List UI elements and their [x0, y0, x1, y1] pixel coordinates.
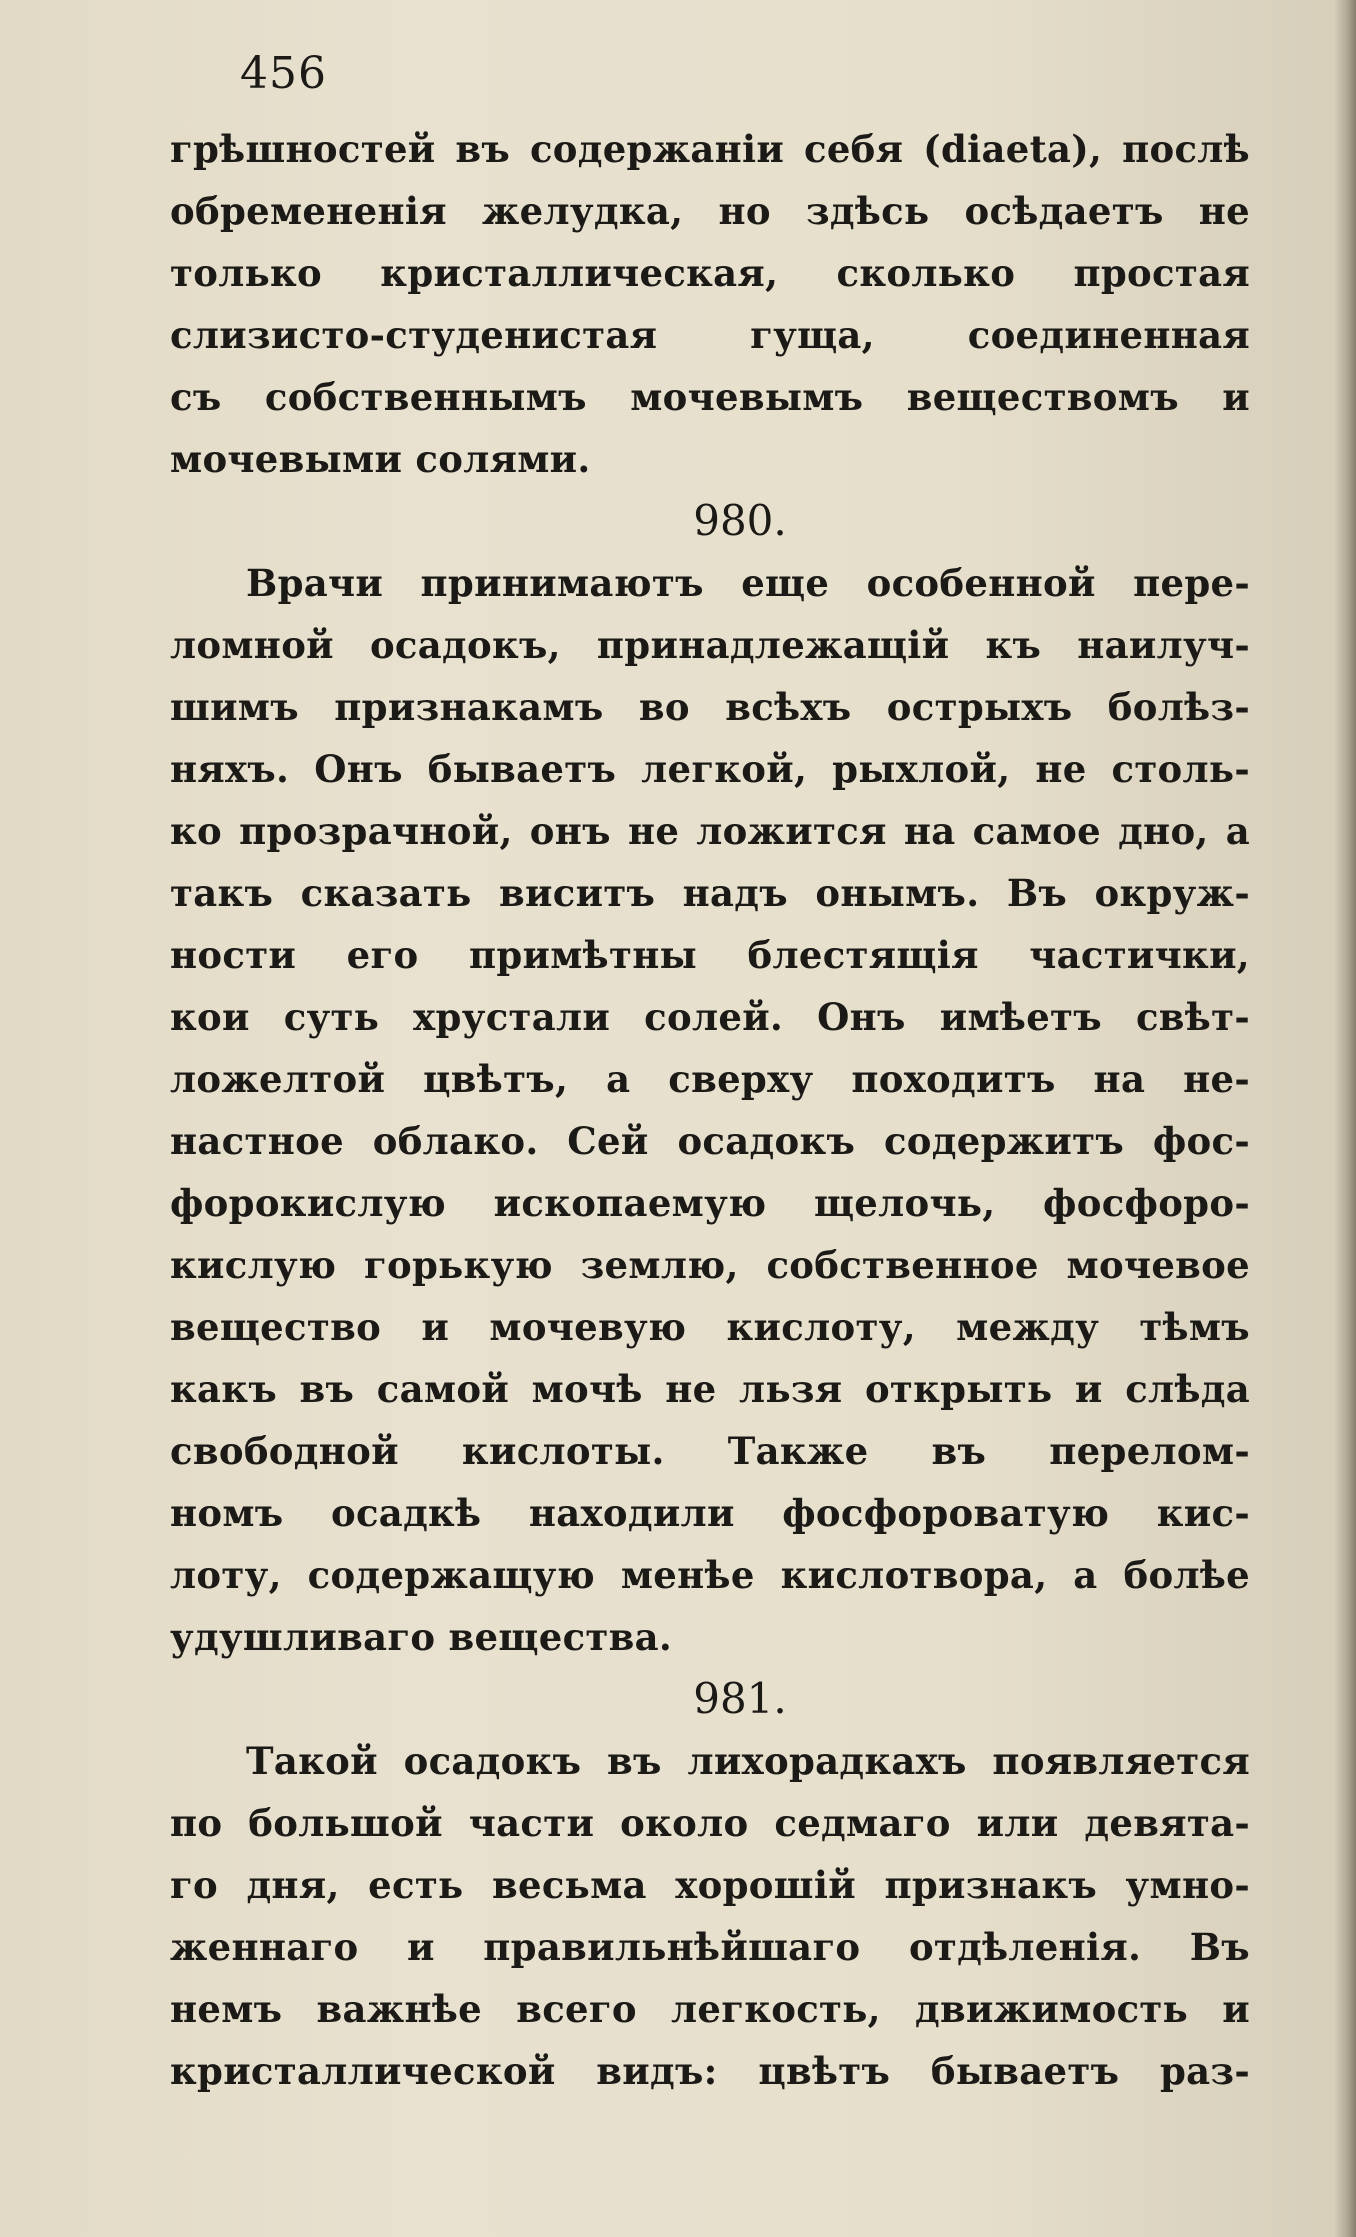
text-line: грѣшностей въ содержаніи себя (diaeta), послѣ — [170, 127, 1250, 171]
text-line: съ собственнымъ мочевымъ веществомъ и — [170, 375, 1250, 419]
section-number: 980. — [693, 496, 787, 545]
section-number: 981. — [693, 1674, 787, 1723]
text-line: мочевыми солями. — [170, 437, 591, 481]
text-line: номъ осадкѣ находили фосфороватую кис- — [170, 1491, 1250, 1535]
text-line: кислую горькую землю, собственное мочевое — [170, 1243, 1250, 1287]
text-line: няхъ. Онъ бываетъ легкой, рыхлой, не столь- — [170, 747, 1250, 791]
text-block — [170, 118, 1250, 2102]
text-line: кои суть хрустали солей. Онъ имѣетъ свѣт- — [170, 995, 1250, 1039]
text-line: ко прозрачной, онъ не ложится на самое дно, а — [170, 809, 1250, 853]
text-line: какъ въ самой мочѣ не льзя открыть и слѣда — [170, 1367, 1250, 1411]
text-line: свободной кислоты. Также въ перелом- — [170, 1429, 1250, 1473]
text-line: обремененія желудка, но здѣсь осѣдаетъ не — [170, 189, 1250, 233]
text-line: настное облако. Сей осадокъ содержитъ фос- — [170, 1119, 1250, 1163]
text-line: вещество и мочевую кислоту, между тѣмъ — [170, 1305, 1250, 1349]
text-line: ломной осадокъ, принадлежащій къ наилуч- — [170, 623, 1250, 667]
text-line: такъ сказать виситъ надъ онымъ. Въ окруж- — [170, 871, 1250, 915]
text-line: шимъ признакамъ во всѣхъ острыхъ болѣз- — [170, 685, 1250, 729]
page-edge-shadow — [1334, 0, 1356, 2237]
text-line: только кристаллическая, сколько простая — [170, 251, 1250, 295]
text-line: слизисто-студенистая гуща, соединенная — [170, 313, 1250, 357]
text-line: Врачи принимаютъ еще особенной пере- — [246, 561, 1250, 605]
text-line: Такой осадокъ въ лихорадкахъ появляется — [246, 1739, 1250, 1783]
text-line: ности его примѣтны блестящія частички, — [170, 933, 1250, 977]
page-number: 456 — [240, 48, 327, 99]
text-line: по большой части около седмаго или девята- — [170, 1801, 1250, 1845]
text-line: форокислую ископаемую щелочь, фосфоро- — [170, 1181, 1250, 1225]
text-line: ложелтой цвѣтъ, а сверху походитъ на не- — [170, 1057, 1250, 1101]
text-line: лоту, содержащую менѣе кислотвора, а болѣе — [170, 1553, 1250, 1597]
text-line: немъ важнѣе всего легкость, движимость и — [170, 1987, 1250, 2031]
text-line: удушливаго вещества. — [170, 1615, 673, 1659]
text-line: кристаллической видъ: цвѣтъ бываетъ раз- — [170, 2049, 1250, 2093]
text-line: женнаго и правильнѣйшаго отдѣленія. Въ — [170, 1925, 1250, 1969]
text-line: го дня, есть весьма хорошій признакъ умно- — [170, 1863, 1250, 1907]
